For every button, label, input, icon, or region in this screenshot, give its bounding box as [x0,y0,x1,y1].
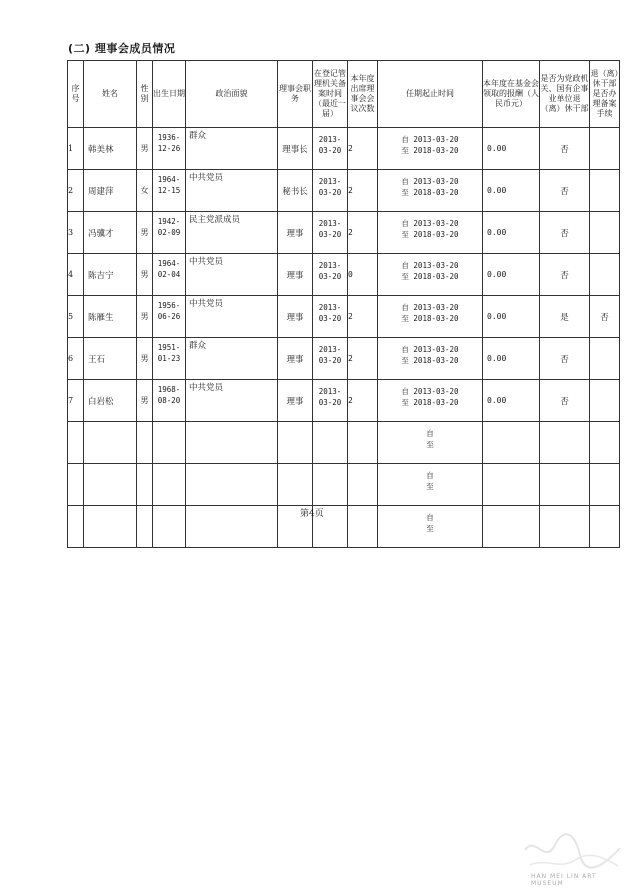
member-term [378,170,483,212]
member-filing-done [590,128,620,170]
member-name: 冯骥才 [84,212,137,254]
member-political: 群众 [186,338,278,380]
member-attendance: 2 [348,170,378,212]
member-registration [313,380,348,422]
empty-term [378,506,483,548]
term-to: 至 2018-03-20 [401,272,459,281]
member-role: 理事 [278,296,313,338]
member-remuneration: 0.00 [483,212,540,254]
member-name: 白岩松 [84,380,137,422]
row-index: 3 [68,212,84,254]
birth-year: 1951- [157,343,181,352]
member-retired-cadre: 否 [540,338,590,380]
member-name: 陈雁生 [84,296,137,338]
member-attendance: 2 [348,296,378,338]
term-from: 自 2013-03-20 [401,177,459,186]
member-gender: 男 [137,338,153,380]
member-role: 理事 [278,380,313,422]
term-to: 至 [426,440,434,449]
member-birth [153,338,186,380]
header-registration: 在登记管理机关备案时间（最近一届） [313,61,348,128]
reg-month-day: 03-20 [318,356,342,365]
term-from: 自 [426,513,434,522]
term-from: 自 2013-03-20 [401,135,459,144]
reg-year: 2013- [318,261,342,270]
member-gender: 女 [137,170,153,212]
header-retired-cadre: 是否为党政机关、国有企事业单位退（离）休干部 [540,61,590,128]
member-retired-cadre: 否 [540,380,590,422]
member-birth [153,254,186,296]
term-from: 自 2013-03-20 [401,345,459,354]
reg-year: 2013- [318,303,342,312]
header-birth: 出生日期 [153,61,186,128]
member-remuneration: 0.00 [483,254,540,296]
reg-month-day: 03-20 [318,188,342,197]
member-filing-done: 否 [590,296,620,338]
member-term [378,338,483,380]
empty-row [68,422,620,464]
member-remuneration: 0.00 [483,170,540,212]
member-filing-done [590,338,620,380]
row-index: 2 [68,170,84,212]
member-birth [153,380,186,422]
member-registration [313,338,348,380]
member-political: 群众 [186,128,278,170]
reg-year: 2013- [318,345,342,354]
term-from: 自 2013-03-20 [401,261,459,270]
header-filing-done: 退（离）休干部是否办理备案手续 [590,61,620,128]
member-gender: 男 [137,296,153,338]
term-to: 至 2018-03-20 [401,356,459,365]
birth-year: 1968- [157,385,181,394]
empty-row [68,506,620,548]
member-birth [153,212,186,254]
birth-year: 1942- [157,217,181,226]
member-registration [313,254,348,296]
reg-month-day: 03-20 [318,230,342,239]
empty-term [378,464,483,506]
term-from: 自 [426,429,434,438]
member-filing-done [590,170,620,212]
reg-year: 2013- [318,177,342,186]
member-name: 韩美林 [84,128,137,170]
row-index: 4 [68,254,84,296]
member-role: 理事 [278,254,313,296]
birth-month-day: 12-15 [157,186,181,195]
member-gender: 男 [137,254,153,296]
member-attendance: 0 [348,254,378,296]
table-row [68,254,620,296]
header-term: 任期起止时间 [378,61,483,128]
member-retired-cadre: 否 [540,212,590,254]
member-remuneration: 0.00 [483,380,540,422]
member-role: 理事 [278,212,313,254]
header-gender: 性别 [137,61,153,128]
member-term [378,296,483,338]
member-role: 理事 [278,338,313,380]
row-index: 6 [68,338,84,380]
term-from: 自 2013-03-20 [401,387,459,396]
watermark-caption: HAN MEI LIN ART MUSEUM [531,873,597,887]
member-name: 王石 [84,338,137,380]
birth-month-day: 02-09 [157,228,181,237]
member-political: 民主党派成员 [186,212,278,254]
member-role: 秘书长 [278,170,313,212]
header-remuneration: 本年度在基金会领取的报酬（人民币元） [483,61,540,128]
member-term [378,212,483,254]
reg-year: 2013- [318,387,342,396]
table-row [68,380,620,422]
reg-month-day: 03-20 [318,272,342,281]
member-filing-done [590,380,620,422]
birth-month-day: 06-26 [157,312,181,321]
term-to: 至 2018-03-20 [401,398,459,407]
member-filing-done [590,212,620,254]
header-attendance: 本年度出席理事会会议次数 [348,61,378,128]
member-political: 中共党员 [186,170,278,212]
empty-term [378,422,483,464]
member-political: 中共党员 [186,380,278,422]
member-retired-cadre: 否 [540,128,590,170]
table-row [68,296,620,338]
birth-year: 1936- [157,133,181,142]
term-to: 至 [426,524,434,533]
member-gender: 男 [137,380,153,422]
table-row [68,128,620,170]
reg-year: 2013- [318,135,342,144]
member-remuneration: 0.00 [483,338,540,380]
reg-month-day: 03-20 [318,146,342,155]
term-to: 至 2018-03-20 [401,230,459,239]
row-index: 5 [68,296,84,338]
term-from: 自 [426,471,434,480]
member-gender: 男 [137,128,153,170]
board-members-table [67,60,620,548]
table-header-row [68,61,620,128]
birth-year: 1956- [157,301,181,310]
member-birth [153,296,186,338]
birth-year: 1964- [157,175,181,184]
member-attendance: 2 [348,212,378,254]
empty-row [68,464,620,506]
member-attendance: 2 [348,128,378,170]
birth-month-day: 12-26 [157,144,181,153]
member-political: 中共党员 [186,296,278,338]
member-name: 周建萍 [84,170,137,212]
term-from: 自 2013-03-20 [401,303,459,312]
reg-year: 2013- [318,219,342,228]
member-registration [313,212,348,254]
member-registration [313,128,348,170]
reg-month-day: 03-20 [318,398,342,407]
member-retired-cadre: 是 [540,296,590,338]
term-to: 至 2018-03-20 [401,314,459,323]
reg-month-day: 03-20 [318,314,342,323]
member-birth [153,128,186,170]
member-attendance: 2 [348,380,378,422]
member-term [378,380,483,422]
header-political: 政治面貌 [186,61,278,128]
term-to: 至 2018-03-20 [401,146,459,155]
member-attendance: 2 [348,338,378,380]
row-index: 1 [68,128,84,170]
member-registration [313,170,348,212]
birth-month-day: 02-04 [157,270,181,279]
member-role: 理事长 [278,128,313,170]
member-filing-done [590,254,620,296]
term-to: 至 [426,482,434,491]
table-row [68,212,620,254]
section-title: (二) 理事会成员情况 [68,42,176,55]
birth-month-day: 08-20 [157,396,181,405]
member-remuneration: 0.00 [483,128,540,170]
term-to: 至 2018-03-20 [401,188,459,197]
member-remuneration: 0.00 [483,296,540,338]
member-gender: 男 [137,212,153,254]
birth-month-day: 01-23 [157,354,181,363]
page-number: 第4页 [300,509,324,519]
header-index: 序号 [68,61,84,128]
member-birth [153,170,186,212]
term-from: 自 2013-03-20 [401,219,459,228]
table-row [68,338,620,380]
header-role: 理事会职务 [278,61,313,128]
row-index: 7 [68,380,84,422]
header-name: 姓名 [84,61,137,128]
member-term [378,254,483,296]
member-registration [313,296,348,338]
member-political: 中共党员 [186,254,278,296]
birth-year: 1964- [157,259,181,268]
member-retired-cadre: 否 [540,254,590,296]
table-row [68,170,620,212]
member-retired-cadre: 否 [540,170,590,212]
member-name: 陈吉宁 [84,254,137,296]
member-term [378,128,483,170]
